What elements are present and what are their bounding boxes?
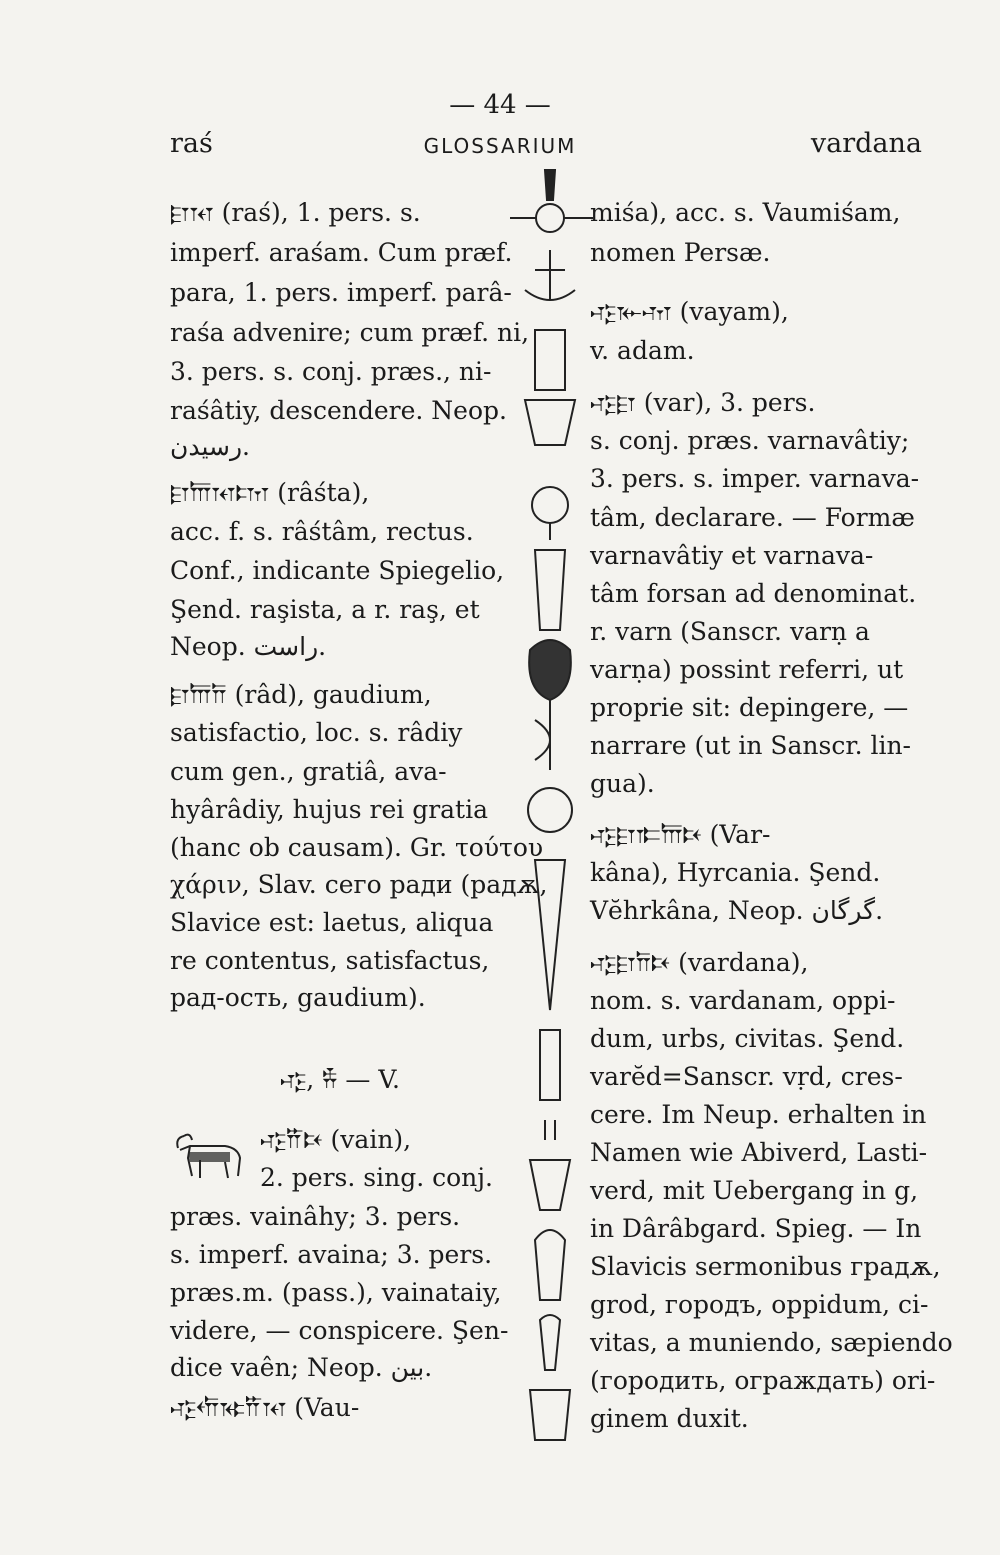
entry-line: s. imperf. avaina; 3. pers. xyxy=(170,1240,493,1269)
entry-line: Namen wie Abiverd, Lasti- xyxy=(590,1138,928,1167)
entry-line: para, 1. pers. imperf. parâ- xyxy=(170,278,512,307)
entry-line: Vĕhrkâna, Neop. گرگان. xyxy=(590,896,884,925)
entry-line: satisfactio, loc. s. râdiy xyxy=(170,718,463,747)
entry-line: (городить, ограждать) ori- xyxy=(590,1366,936,1395)
entry-line: raśa advenire; cum præf. ni, xyxy=(170,318,530,347)
entry-line: tâm, declarare. — Formæ xyxy=(590,503,915,532)
entry-line: nomen Persæ. xyxy=(590,238,771,267)
entry-line: kâna), Hyrcania. Şend. xyxy=(590,858,881,887)
entry-line: (hanc ob causam). Gr. τούτου xyxy=(170,833,544,862)
running-head-center: GLOSSARIUM xyxy=(423,134,577,158)
entry-line: Slavicis sermonibus градѫ, xyxy=(590,1252,941,1281)
entry-line: hyârâdiy, hujus rei gratia xyxy=(170,795,489,824)
entry-line: 𐎺𐎹𐎶 (vayam), xyxy=(590,297,789,326)
entry-line: рад-ость, gaudium). xyxy=(170,983,426,1012)
entry-line: 3. pers. s. conj. præs., ni- xyxy=(170,357,492,386)
entry-line: gua). xyxy=(590,769,655,798)
entry-line: Slavice est: laetus, aliqua xyxy=(170,908,494,937)
entry-line: r. varn (Sanscr. varṇ a xyxy=(590,617,870,646)
entry-line: nom. s. vardanam, oppi- xyxy=(590,986,896,1015)
entry-line: 𐎺𐎼 (var), 3. pers. xyxy=(590,388,816,417)
entry-line: s. conj. præs. varnavâtiy; xyxy=(590,426,910,455)
entry-line: acc. f. s. râśtâm, rectus. xyxy=(170,517,474,546)
section-heading-v: 𐎺, 𐎻 — V. xyxy=(280,1065,400,1094)
entry-line: 𐎺𐎡𐎴 (vain), xyxy=(260,1125,412,1154)
entry-line: præs. vainâhy; 3. pers. xyxy=(170,1202,461,1231)
entry-line: 2. pers. sing. conj. xyxy=(260,1163,493,1192)
entry-line: Neop. راست. xyxy=(170,632,327,661)
entry-line: χάριν, Slav. сего ради (радѫ, xyxy=(170,870,548,899)
entry-line: proprie sit: depingere, — xyxy=(590,693,909,722)
entry-line: raśâtiy, descendere. Neop. xyxy=(170,396,507,425)
entry-line: dice vaên; Neop. بين. xyxy=(170,1353,433,1382)
running-head-left: raś xyxy=(170,128,213,159)
ornamental-column xyxy=(505,160,595,1450)
entry-line: cere. Im Neup. erhalten in xyxy=(590,1100,927,1129)
entry-line: 3. pers. s. imper. varnava- xyxy=(590,464,920,493)
entry-line: vitas, a muniendo, sæpiendo xyxy=(590,1328,953,1357)
entry-line: Şend. raşista, a r. raş, et xyxy=(170,595,480,624)
entry-line: in Dârâbgard. Spieg. — In xyxy=(590,1214,922,1243)
entry-line: varṇa) possint referri, ut xyxy=(590,655,904,684)
entry-line: 𐎺𐎼𐎭𐎴 (vardana), xyxy=(590,948,809,977)
entry-line: grod, городъ, oppidum, ci- xyxy=(590,1290,929,1319)
entry-line: رسيدن. xyxy=(170,432,250,461)
entry-line: 𐎼𐎰 (raś), 1. pers. s. xyxy=(170,198,421,227)
entry-line: varnavâtiy et varnava- xyxy=(590,541,874,570)
entry-line: Conf., indicante Spiegelio, xyxy=(170,556,505,585)
page-number: — 44 — xyxy=(449,90,551,120)
entry-line: ginem duxit. xyxy=(590,1404,749,1433)
entry-line: tâm forsan ad denominat. xyxy=(590,579,917,608)
entry-line: narrare (ut in Sanscr. lin- xyxy=(590,731,911,760)
entry-line: imperf. araśam. Cum præf. xyxy=(170,238,513,267)
entry-line: varĕd=Sanscr. vṛd, cres- xyxy=(590,1062,903,1091)
running-head-right: vardana xyxy=(810,128,922,159)
entry-line: re contentus, satisfactus, xyxy=(170,946,490,975)
entry-line: dum, urbs, civitas. Şend. xyxy=(590,1024,905,1053)
entry-line: videre, — conspicere. Şen- xyxy=(170,1316,509,1345)
entry-line: 𐎺𐎢𐎷𐎡𐎰 (Vau- xyxy=(170,1393,360,1422)
entry-line: præs.m. (pass.), vainataiy, xyxy=(170,1278,502,1307)
entry-line: v. adam. xyxy=(590,336,695,365)
entry-line: cum gen., gratiâ, ava- xyxy=(170,757,447,786)
entry-line: verd, mit Uebergang in g, xyxy=(590,1176,919,1205)
entry-line: miśa), acc. s. Vaumiśam, xyxy=(590,198,901,227)
entry-line: 𐎼𐎠𐎭 (râd), gaudium, xyxy=(170,680,432,709)
entry-line: 𐎼𐎠𐎰𐎫 (râśta), xyxy=(170,478,370,507)
bull-illustration xyxy=(170,1128,250,1188)
entry-line: 𐎺𐎼𐎣𐎠𐎴 (Var- xyxy=(590,820,771,849)
